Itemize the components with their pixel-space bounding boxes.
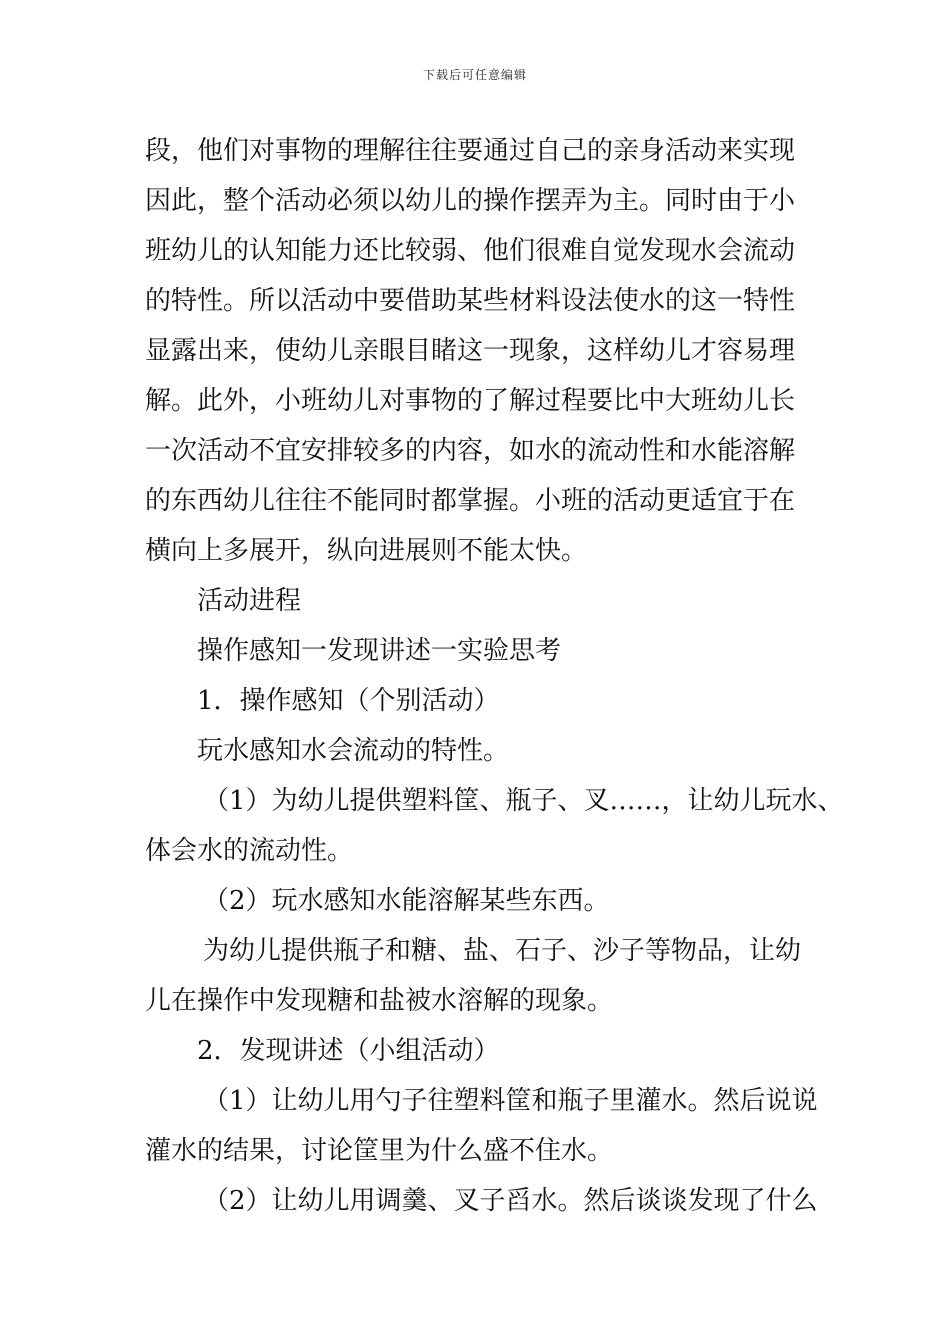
step-heading-2: 2．发现讲述（小组活动） <box>197 1036 500 1066</box>
text-line: 显露出来，使幼儿亲眼目睹这一现象，这样幼儿才容易理 <box>145 336 796 366</box>
text-line: 横向上多展开，纵向进展则不能太快。 <box>145 536 588 566</box>
text-line: 玩水感知水会流动的特性。 <box>197 736 510 766</box>
text-line: 解。此外，小班幼儿对事物的了解过程要比中大班幼儿长 <box>145 386 796 416</box>
page-header-note: 下载后可任意编辑 <box>422 68 527 82</box>
text-line: 因此，整个活动必须以幼儿的操作摆弄为主。同时由于小 <box>145 186 796 216</box>
list-item: （1）为幼儿提供塑料筐、瓶子、叉……，让幼儿玩水、 <box>203 786 844 816</box>
document-body <box>145 126 844 1226</box>
section-heading-activity-process: 活动进程 <box>197 586 302 616</box>
text-line: 灌水的结果，讨论筐里为什么盛不住水。 <box>145 1136 614 1166</box>
text-line: 班幼儿的认知能力还比较弱、他们很难自觉发现水会流动 <box>145 236 796 266</box>
process-summary: 操作感知一发现讲述一实验思考 <box>197 636 562 666</box>
text-line: 一次活动不宜安排较多的内容，如水的流动性和水能溶解 <box>145 436 796 466</box>
text-line: 的特性。所以活动中要借助某些材料设法使水的这一特性 <box>145 286 796 316</box>
list-item: （1）让幼儿用勺子往塑料筐和瓶子里灌水。然后说说 <box>203 1086 818 1116</box>
step-heading-1: 1．操作感知（个别活动） <box>197 686 500 716</box>
list-item: （2）让幼儿用调羹、叉子舀水。然后谈谈发现了什么 <box>203 1186 818 1216</box>
list-item: （2）玩水感知水能溶解某些东西。 <box>203 886 610 916</box>
text-line: 的东西幼儿往往不能同时都掌握。小班的活动更适宜于在 <box>145 486 796 516</box>
text-line: 为幼儿提供瓶子和糖、盐、石子、沙子等物品，让幼 <box>203 936 802 966</box>
text-line: 段，他们对事物的理解往往要通过自己的亲身活动来实现 <box>145 136 796 166</box>
text-line: 体会水的流动性。 <box>145 836 354 866</box>
text-line: 儿在操作中发现糖和盐被水溶解的现象。 <box>145 986 614 1016</box>
